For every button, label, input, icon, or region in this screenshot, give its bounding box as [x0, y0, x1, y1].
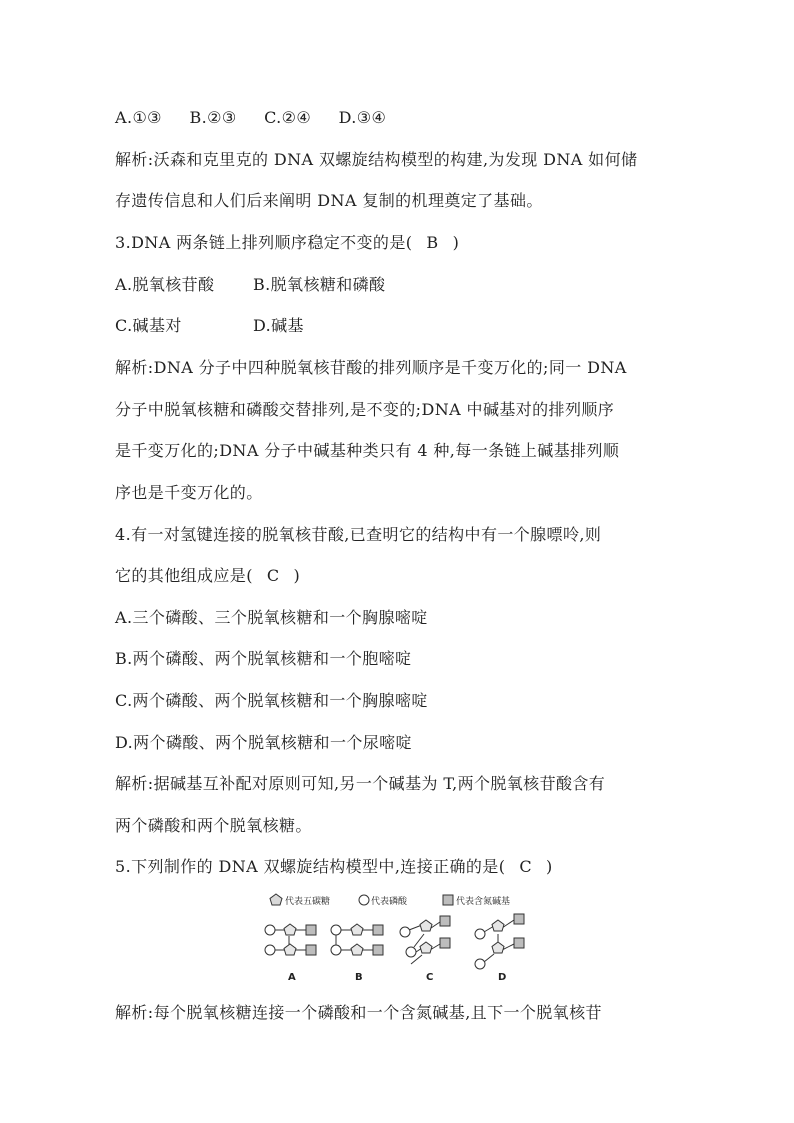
q5-answer: C	[519, 857, 533, 876]
q3-stem-text: 3.DNA 两条链上排列顺序稳定不变的是(	[115, 233, 413, 252]
q5-stem	[115, 857, 553, 877]
model-c	[400, 916, 450, 964]
q3-options-row-1	[115, 275, 386, 295]
q4-answer: C	[266, 566, 280, 585]
q2-option-c: C.②④	[264, 108, 312, 127]
q5-analysis-line-1: 解析:每个脱氧核糖连接一个磷酸和一个含氮碱基,且下一个脱氧核苷	[115, 1003, 602, 1022]
q4-option-a: A.三个磷酸、三个脱氧核糖和一个胸腺嘧啶	[115, 608, 428, 627]
q3-option-c: C.碱基对	[115, 316, 182, 335]
q3-analysis-line-2: 分子中脱氧核糖和磷酸交替排列,是不变的;DNA 中碱基对的排列顺序	[115, 400, 615, 419]
q3-option-b: B.脱氧核糖和磷酸	[253, 275, 386, 294]
q3-stem	[115, 233, 459, 253]
figure-legend	[270, 894, 510, 907]
model-b	[331, 924, 383, 955]
q3-option-a: A.脱氧核苷酸	[115, 275, 215, 294]
legend-base-label: 代表含氮碱基	[456, 897, 511, 907]
circle-icon	[359, 895, 369, 905]
q2-option-a: A.①③	[115, 108, 162, 127]
q2-option-b: B.②③	[189, 108, 237, 127]
q2-option-d: D.③④	[338, 108, 387, 127]
q3-option-d: D.碱基	[253, 316, 304, 335]
model-d	[475, 914, 524, 969]
q3-analysis-line-3: 是千变万化的;DNA 分子中碱基种类只有 4 种,每一条链上碱基排列顺	[115, 441, 620, 460]
q4-stem-text: 它的其他组成应是(	[115, 566, 253, 585]
square-icon	[443, 895, 453, 905]
q3-analysis-line-1: 解析:DNA 分子中四种脱氧核苷酸的排列顺序是千变万化的;同一 DNA	[115, 358, 627, 377]
q3-stem-close: )	[452, 233, 460, 252]
model-b-label: B	[355, 972, 363, 983]
model-d-label: D	[498, 972, 507, 983]
q2-analysis-line-1: 解析:沃森和克里克的 DNA 双螺旋结构模型的构建,为发现 DNA 如何储	[115, 150, 638, 169]
q4-option-d: D.两个磷酸、两个脱氧核糖和一个尿嘧啶	[115, 733, 412, 752]
q4-stem-line-1: 4.有一对氢键连接的脱氧核苷酸,已查明它的结构中有一个腺嘌呤,则	[115, 525, 602, 544]
q4-option-b: B.两个磷酸、两个脱氧核糖和一个胞嘧啶	[115, 649, 412, 668]
q5-stem-close: )	[546, 857, 553, 876]
model-c-label: C	[426, 972, 434, 983]
q3-analysis-line-4: 序也是千变万化的。	[115, 483, 263, 502]
legend-phosphate-label: 代表磷酸	[371, 897, 408, 907]
dna-model-figure	[262, 892, 534, 987]
q4-analysis-line-1: 解析:据碱基互补配对原则可知,另一个碱基为 T,两个脱氧核苷酸含有	[115, 774, 606, 793]
q3-options-row-2	[115, 316, 304, 336]
q4-option-c: C.两个磷酸、两个脱氧核糖和一个胸腺嘧啶	[115, 691, 428, 710]
q4-analysis-line-2: 两个磷酸和两个脱氧核糖。	[115, 816, 312, 835]
model-a-label: A	[288, 972, 296, 983]
legend-sugar-label: 代表五碳糖	[285, 897, 331, 907]
q2-options	[115, 108, 386, 128]
q5-stem-text: 5.下列制作的 DNA 双螺旋结构模型中,连接正确的是(	[115, 857, 506, 876]
pentagon-icon	[270, 894, 282, 905]
q2-analysis-line-2: 存遗传信息和人们后来阐明 DNA 复制的机理奠定了基础。	[115, 191, 543, 210]
q4-stem-close: )	[293, 566, 301, 585]
q3-answer: B	[426, 233, 439, 252]
q4-stem-line-2	[115, 566, 300, 586]
model-a	[265, 924, 316, 955]
